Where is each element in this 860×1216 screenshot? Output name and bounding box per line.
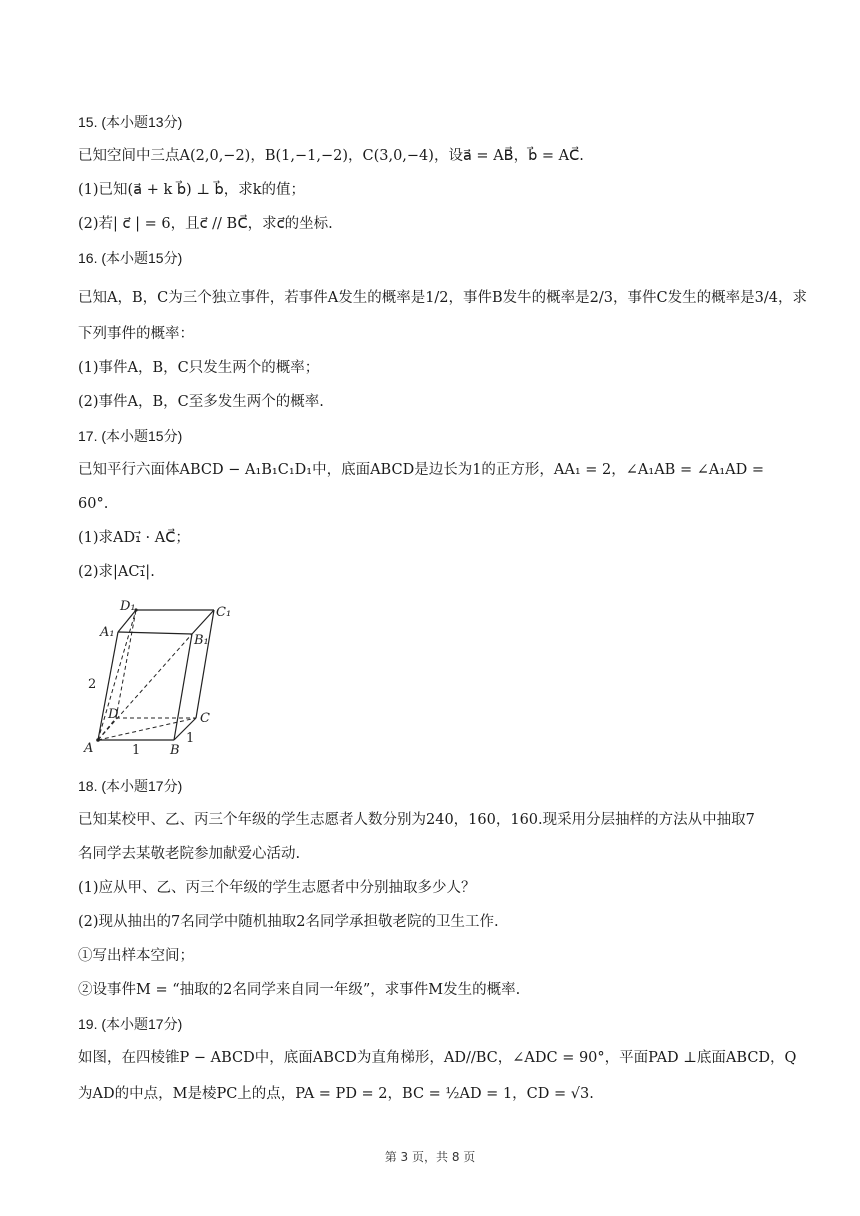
q18-text-line2: 名同学去某敬老院参加献爱心活动. xyxy=(78,846,301,862)
diagonal-a-b1 xyxy=(98,634,192,740)
edge-label-ab: 1 xyxy=(132,743,141,758)
label-b: B xyxy=(170,743,180,758)
label-a1: A₁ xyxy=(100,625,115,640)
q19-heading: 19. (本小题17分) xyxy=(78,1016,183,1032)
vertex-a-dot xyxy=(96,738,100,742)
q18-heading: 18. (本小题17分) xyxy=(78,778,183,794)
edge-label-bc: 1 xyxy=(186,731,195,746)
label-d: D xyxy=(108,707,119,722)
label-d1: D₁ xyxy=(120,599,136,614)
q19-text-line2: 为AD的中点，M是棱PC上的点，PA = PD = 2，BC = ½AD = 1，CD = √3. xyxy=(78,1086,594,1102)
edge-label-aa1: 2 xyxy=(88,677,97,692)
label-a: A xyxy=(84,741,94,756)
edge-a-a1 xyxy=(98,632,118,740)
q18-sub1: ①写出样本空间； xyxy=(78,948,194,964)
q15-part1: (1)已知(a⃗ + k b⃗) ⊥ b⃗，求k的值； xyxy=(78,182,306,198)
q17-text-line1: 已知平行六面体ABCD − A₁B₁C₁D₁中，底面ABCD是边长为1的正方形，AA₁ = 2，∠A₁AB = ∠A₁AD = xyxy=(78,462,764,478)
q17-part1: (1)求AD₁⃗ · AC⃗； xyxy=(78,530,190,546)
q16-part2: (2)事件A，B，C至多发生两个的概率. xyxy=(78,394,324,410)
label-c1: C₁ xyxy=(216,605,232,620)
q15-text: 已知空间中三点A(2,0,−2)，B(1,−1,−2)，C(3,0,−4)，设a⃗ = AB⃗，b⃗ = AC⃗. xyxy=(78,148,584,164)
q15-heading: 15. (本小题13分) xyxy=(78,114,183,130)
q18-text-line1: 已知某校甲、乙、丙三个年级的学生志愿者人数分别为240，160，160.现采用分层抽样的方法从中抽取7 xyxy=(78,812,755,828)
q16-text-line1: 已知A，B，C为三个独立事件，若事件A发生的概率是1/2，事件B发牛的概率是2/3，事件C发生的概率是3/4，求 xyxy=(78,290,807,306)
q16-text-line2: 下列事件的概率： xyxy=(78,326,194,342)
page-footer: 第 3 页，共 8 页 xyxy=(384,1150,476,1164)
label-b1: B₁ xyxy=(194,633,209,648)
q15-part2: (2)若| c⃗ | = 6，且c⃗ // BC⃗，求c⃗的坐标. xyxy=(78,216,333,232)
q18-sub2: ②设事件M = “抽取的2名同学来自同一年级”，求事件M发生的概率. xyxy=(78,982,521,998)
q18-part2: (2)现从抽出的7名同学中随机抽取2名同学承担敬老院的卫生工作. xyxy=(78,914,499,930)
q17-text-line2: 60°. xyxy=(78,496,109,512)
edge-d-d1-hidden xyxy=(116,610,136,718)
q16-heading: 16. (本小题15分) xyxy=(78,250,183,266)
q18-part1: (1)应从甲、乙、丙三个年级的学生志愿者中分别抽取多少人？ xyxy=(78,880,476,896)
q16-part1: (1)事件A，B，C只发生两个的概率； xyxy=(78,360,320,376)
q19-text-line1: 如图，在四棱锥P − ABCD中，底面ABCD为直角梯形，AD//BC，∠ADC = 90°，平面PAD ⊥底面ABCD，Q xyxy=(78,1050,797,1066)
q17-part2: (2)求|AC₁⃗|. xyxy=(78,564,155,580)
label-c: C xyxy=(200,711,210,726)
q17-heading: 17. (本小题15分) xyxy=(78,428,183,444)
parallelepiped-figure xyxy=(78,596,248,764)
